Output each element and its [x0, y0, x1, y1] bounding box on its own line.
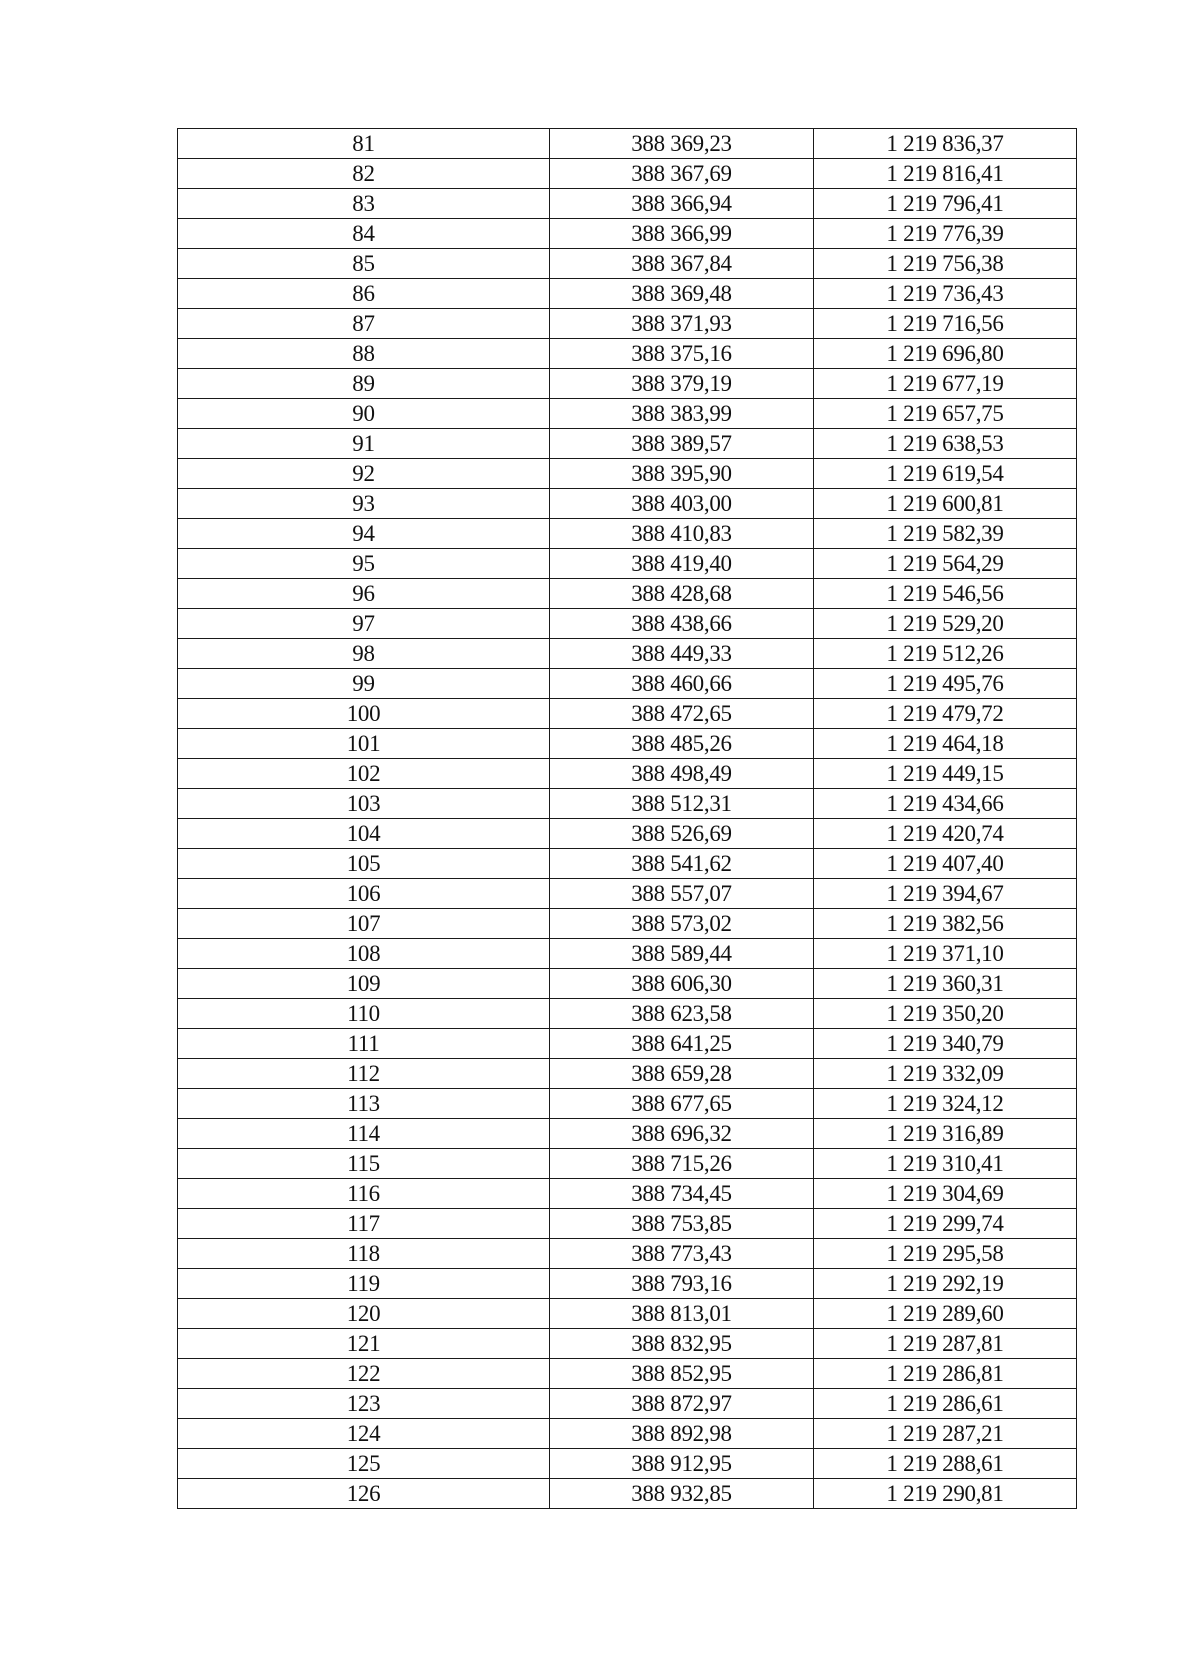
y-coordinate-cell: 1 219 836,37 — [814, 129, 1077, 159]
point-number-cell: 112 — [178, 1059, 550, 1089]
x-coordinate-cell: 388 369,23 — [550, 129, 814, 159]
table-row — [178, 939, 1077, 969]
x-coordinate-cell: 388 366,94 — [550, 189, 814, 219]
x-coordinate-cell: 388 734,45 — [550, 1179, 814, 1209]
y-coordinate-cell: 1 219 434,66 — [814, 789, 1077, 819]
point-number-cell: 93 — [178, 489, 550, 519]
table-row — [178, 999, 1077, 1029]
table-row — [178, 849, 1077, 879]
x-coordinate-cell: 388 659,28 — [550, 1059, 814, 1089]
point-number-cell: 95 — [178, 549, 550, 579]
point-number-cell: 89 — [178, 369, 550, 399]
y-coordinate-cell: 1 219 600,81 — [814, 489, 1077, 519]
y-coordinate-cell: 1 219 324,12 — [814, 1089, 1077, 1119]
table-row — [178, 1269, 1077, 1299]
point-number-cell: 85 — [178, 249, 550, 279]
table-row — [178, 789, 1077, 819]
y-coordinate-cell: 1 219 449,15 — [814, 759, 1077, 789]
y-coordinate-cell: 1 219 316,89 — [814, 1119, 1077, 1149]
x-coordinate-cell: 388 753,85 — [550, 1209, 814, 1239]
table-row — [178, 1089, 1077, 1119]
table-row — [178, 819, 1077, 849]
x-coordinate-cell: 388 641,25 — [550, 1029, 814, 1059]
point-number-cell: 107 — [178, 909, 550, 939]
point-number-cell: 125 — [178, 1449, 550, 1479]
y-coordinate-cell: 1 219 512,26 — [814, 639, 1077, 669]
y-coordinate-cell: 1 219 677,19 — [814, 369, 1077, 399]
point-number-cell: 98 — [178, 639, 550, 669]
point-number-cell: 82 — [178, 159, 550, 189]
y-coordinate-cell: 1 219 310,41 — [814, 1149, 1077, 1179]
x-coordinate-cell: 388 498,49 — [550, 759, 814, 789]
point-number-cell: 92 — [178, 459, 550, 489]
y-coordinate-cell: 1 219 479,72 — [814, 699, 1077, 729]
table-row — [178, 969, 1077, 999]
x-coordinate-cell: 388 512,31 — [550, 789, 814, 819]
y-coordinate-cell: 1 219 619,54 — [814, 459, 1077, 489]
point-number-cell: 99 — [178, 669, 550, 699]
table-row — [178, 1449, 1077, 1479]
table-row — [178, 279, 1077, 309]
y-coordinate-cell: 1 219 304,69 — [814, 1179, 1077, 1209]
y-coordinate-cell: 1 219 290,81 — [814, 1479, 1077, 1509]
table-row — [178, 1389, 1077, 1419]
x-coordinate-cell: 388 852,95 — [550, 1359, 814, 1389]
point-number-cell: 126 — [178, 1479, 550, 1509]
y-coordinate-cell: 1 219 332,09 — [814, 1059, 1077, 1089]
x-coordinate-cell: 388 677,65 — [550, 1089, 814, 1119]
point-number-cell: 121 — [178, 1329, 550, 1359]
coordinates-table-body — [178, 129, 1077, 1509]
x-coordinate-cell: 388 366,99 — [550, 219, 814, 249]
x-coordinate-cell: 388 428,68 — [550, 579, 814, 609]
y-coordinate-cell: 1 219 756,38 — [814, 249, 1077, 279]
point-number-cell: 88 — [178, 339, 550, 369]
table-row — [178, 369, 1077, 399]
x-coordinate-cell: 388 379,19 — [550, 369, 814, 399]
y-coordinate-cell: 1 219 350,20 — [814, 999, 1077, 1029]
table-row — [178, 189, 1077, 219]
table-row — [178, 1059, 1077, 1089]
y-coordinate-cell: 1 219 371,10 — [814, 939, 1077, 969]
y-coordinate-cell: 1 219 529,20 — [814, 609, 1077, 639]
coordinates-table — [177, 128, 1077, 1509]
y-coordinate-cell: 1 219 407,40 — [814, 849, 1077, 879]
y-coordinate-cell: 1 219 716,56 — [814, 309, 1077, 339]
point-number-cell: 101 — [178, 729, 550, 759]
point-number-cell: 113 — [178, 1089, 550, 1119]
y-coordinate-cell: 1 219 546,56 — [814, 579, 1077, 609]
x-coordinate-cell: 388 403,00 — [550, 489, 814, 519]
x-coordinate-cell: 388 832,95 — [550, 1329, 814, 1359]
x-coordinate-cell: 388 419,40 — [550, 549, 814, 579]
y-coordinate-cell: 1 219 736,43 — [814, 279, 1077, 309]
point-number-cell: 91 — [178, 429, 550, 459]
x-coordinate-cell: 388 932,85 — [550, 1479, 814, 1509]
point-number-cell: 96 — [178, 579, 550, 609]
point-number-cell: 109 — [178, 969, 550, 999]
y-coordinate-cell: 1 219 420,74 — [814, 819, 1077, 849]
y-coordinate-cell: 1 219 289,60 — [814, 1299, 1077, 1329]
table-row — [178, 489, 1077, 519]
x-coordinate-cell: 388 485,26 — [550, 729, 814, 759]
table-row — [178, 1329, 1077, 1359]
table-row — [178, 1149, 1077, 1179]
y-coordinate-cell: 1 219 286,61 — [814, 1389, 1077, 1419]
x-coordinate-cell: 388 526,69 — [550, 819, 814, 849]
point-number-cell: 120 — [178, 1299, 550, 1329]
y-coordinate-cell: 1 219 288,61 — [814, 1449, 1077, 1479]
x-coordinate-cell: 388 438,66 — [550, 609, 814, 639]
table-row — [178, 1359, 1077, 1389]
point-number-cell: 100 — [178, 699, 550, 729]
point-number-cell: 103 — [178, 789, 550, 819]
table-row — [178, 579, 1077, 609]
x-coordinate-cell: 388 371,93 — [550, 309, 814, 339]
table-row — [178, 1179, 1077, 1209]
table-row — [178, 459, 1077, 489]
table-row — [178, 399, 1077, 429]
x-coordinate-cell: 388 541,62 — [550, 849, 814, 879]
table-row — [178, 249, 1077, 279]
table-row — [178, 1119, 1077, 1149]
x-coordinate-cell: 388 395,90 — [550, 459, 814, 489]
x-coordinate-cell: 388 715,26 — [550, 1149, 814, 1179]
y-coordinate-cell: 1 219 464,18 — [814, 729, 1077, 759]
x-coordinate-cell: 388 912,95 — [550, 1449, 814, 1479]
table-row — [178, 219, 1077, 249]
point-number-cell: 116 — [178, 1179, 550, 1209]
point-number-cell: 81 — [178, 129, 550, 159]
table-row — [178, 159, 1077, 189]
x-coordinate-cell: 388 460,66 — [550, 669, 814, 699]
table-row — [178, 549, 1077, 579]
y-coordinate-cell: 1 219 495,76 — [814, 669, 1077, 699]
table-row — [178, 909, 1077, 939]
x-coordinate-cell: 388 472,65 — [550, 699, 814, 729]
table-row — [178, 1209, 1077, 1239]
table-row — [178, 1299, 1077, 1329]
table-row — [178, 129, 1077, 159]
point-number-cell: 87 — [178, 309, 550, 339]
x-coordinate-cell: 388 589,44 — [550, 939, 814, 969]
table-row — [178, 669, 1077, 699]
x-coordinate-cell: 388 367,84 — [550, 249, 814, 279]
x-coordinate-cell: 388 606,30 — [550, 969, 814, 999]
table-row — [178, 639, 1077, 669]
x-coordinate-cell: 388 793,16 — [550, 1269, 814, 1299]
x-coordinate-cell: 388 449,33 — [550, 639, 814, 669]
y-coordinate-cell: 1 219 816,41 — [814, 159, 1077, 189]
y-coordinate-cell: 1 219 394,67 — [814, 879, 1077, 909]
point-number-cell: 118 — [178, 1239, 550, 1269]
x-coordinate-cell: 388 623,58 — [550, 999, 814, 1029]
point-number-cell: 111 — [178, 1029, 550, 1059]
point-number-cell: 90 — [178, 399, 550, 429]
point-number-cell: 83 — [178, 189, 550, 219]
y-coordinate-cell: 1 219 295,58 — [814, 1239, 1077, 1269]
point-number-cell: 119 — [178, 1269, 550, 1299]
y-coordinate-cell: 1 219 287,81 — [814, 1329, 1077, 1359]
point-number-cell: 110 — [178, 999, 550, 1029]
table-row — [178, 1239, 1077, 1269]
point-number-cell: 123 — [178, 1389, 550, 1419]
y-coordinate-cell: 1 219 657,75 — [814, 399, 1077, 429]
y-coordinate-cell: 1 219 776,39 — [814, 219, 1077, 249]
point-number-cell: 117 — [178, 1209, 550, 1239]
y-coordinate-cell: 1 219 796,41 — [814, 189, 1077, 219]
y-coordinate-cell: 1 219 582,39 — [814, 519, 1077, 549]
y-coordinate-cell: 1 219 286,81 — [814, 1359, 1077, 1389]
table-row — [178, 309, 1077, 339]
x-coordinate-cell: 388 773,43 — [550, 1239, 814, 1269]
x-coordinate-cell: 388 892,98 — [550, 1419, 814, 1449]
x-coordinate-cell: 388 375,16 — [550, 339, 814, 369]
point-number-cell: 124 — [178, 1419, 550, 1449]
point-number-cell: 105 — [178, 849, 550, 879]
x-coordinate-cell: 388 696,32 — [550, 1119, 814, 1149]
table-row — [178, 609, 1077, 639]
point-number-cell: 104 — [178, 819, 550, 849]
x-coordinate-cell: 388 410,83 — [550, 519, 814, 549]
x-coordinate-cell: 388 383,99 — [550, 399, 814, 429]
x-coordinate-cell: 388 573,02 — [550, 909, 814, 939]
table-row — [178, 429, 1077, 459]
table-row — [178, 1419, 1077, 1449]
point-number-cell: 106 — [178, 879, 550, 909]
point-number-cell: 108 — [178, 939, 550, 969]
point-number-cell: 84 — [178, 219, 550, 249]
y-coordinate-cell: 1 219 299,74 — [814, 1209, 1077, 1239]
table-row — [178, 1479, 1077, 1509]
x-coordinate-cell: 388 369,48 — [550, 279, 814, 309]
point-number-cell: 122 — [178, 1359, 550, 1389]
x-coordinate-cell: 388 557,07 — [550, 879, 814, 909]
table-row — [178, 879, 1077, 909]
x-coordinate-cell: 388 367,69 — [550, 159, 814, 189]
y-coordinate-cell: 1 219 340,79 — [814, 1029, 1077, 1059]
table-row — [178, 519, 1077, 549]
point-number-cell: 94 — [178, 519, 550, 549]
x-coordinate-cell: 388 872,97 — [550, 1389, 814, 1419]
table-row — [178, 729, 1077, 759]
table-row — [178, 1029, 1077, 1059]
table-row — [178, 699, 1077, 729]
table-row — [178, 339, 1077, 369]
point-number-cell: 97 — [178, 609, 550, 639]
point-number-cell: 115 — [178, 1149, 550, 1179]
y-coordinate-cell: 1 219 696,80 — [814, 339, 1077, 369]
y-coordinate-cell: 1 219 564,29 — [814, 549, 1077, 579]
x-coordinate-cell: 388 389,57 — [550, 429, 814, 459]
y-coordinate-cell: 1 219 292,19 — [814, 1269, 1077, 1299]
y-coordinate-cell: 1 219 360,31 — [814, 969, 1077, 999]
y-coordinate-cell: 1 219 287,21 — [814, 1419, 1077, 1449]
y-coordinate-cell: 1 219 638,53 — [814, 429, 1077, 459]
point-number-cell: 86 — [178, 279, 550, 309]
x-coordinate-cell: 388 813,01 — [550, 1299, 814, 1329]
point-number-cell: 102 — [178, 759, 550, 789]
y-coordinate-cell: 1 219 382,56 — [814, 909, 1077, 939]
point-number-cell: 114 — [178, 1119, 550, 1149]
table-row — [178, 759, 1077, 789]
